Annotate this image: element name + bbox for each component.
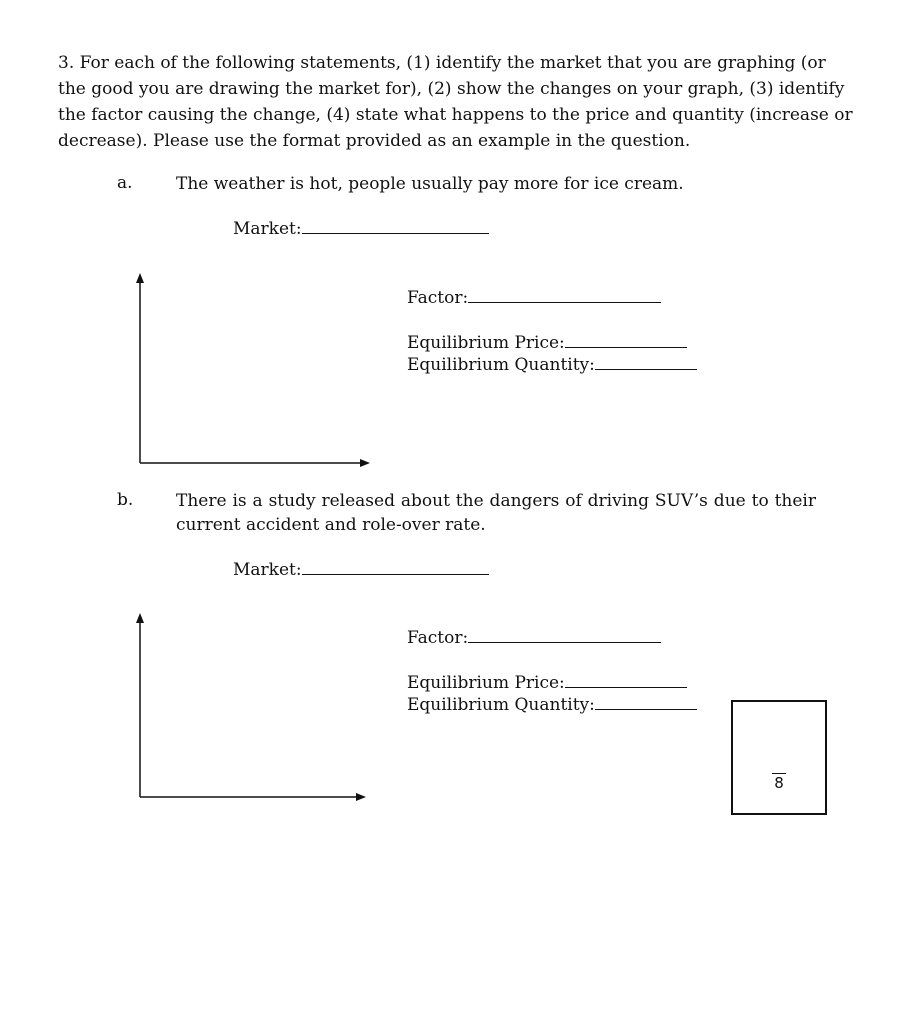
quantity-label: Equilibrium Quantity:: [407, 355, 595, 375]
quantity-label: Equilibrium Quantity:: [407, 695, 595, 715]
y-axis-arrowhead: [136, 613, 144, 623]
market-label: Market:: [233, 219, 302, 239]
page-number-text: 8: [774, 774, 784, 792]
part-b-label: b.: [117, 490, 134, 510]
factor-label: Factor:: [407, 288, 469, 308]
statement-line: current accident and role-over rate.: [176, 515, 486, 535]
part-a-statement: The weather is hot, people usually pay more for ice cream.: [176, 174, 684, 194]
x-axis-arrowhead: [360, 459, 370, 467]
part-a-label: a.: [117, 173, 133, 193]
price-label: Equilibrium Price:: [407, 673, 565, 693]
factor-label: Factor:: [407, 628, 469, 648]
statement-line: There is a study released about the dangers of driving SUV’s due to their: [176, 491, 816, 511]
question-line: decrease). Please use the format provided as an example in the question.: [58, 131, 691, 151]
question-line: 3. For each of the following statements, (1) identify the market that you are graphing (or: [58, 53, 826, 73]
x-axis-arrowhead: [356, 793, 366, 801]
part-a-graph[interactable]: [136, 273, 370, 467]
question-line: the good you are drawing the market for), (2) show the changes on your graph, (3) identify: [58, 79, 845, 99]
page-number: [733, 774, 825, 792]
page-number-box: [731, 700, 827, 815]
price-label: Equilibrium Price:: [407, 333, 565, 353]
y-axis-arrowhead: [136, 273, 144, 283]
market-label: Market:: [233, 560, 302, 580]
part-b-graph[interactable]: [136, 613, 366, 801]
question-line: the factor causing the change, (4) state what happens to the price and quantity (increase or: [58, 105, 853, 125]
